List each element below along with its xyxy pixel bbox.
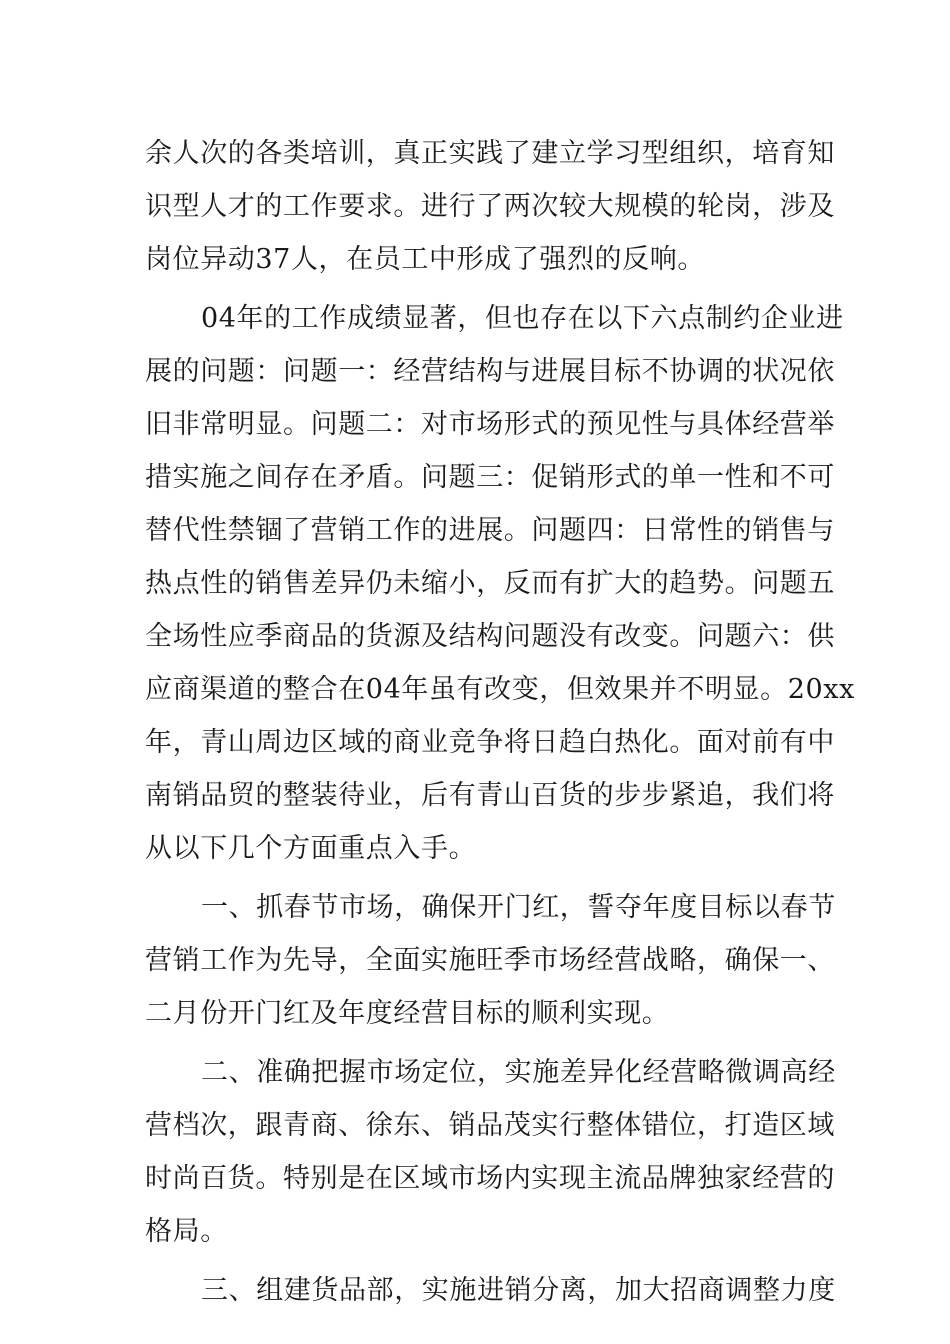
text-line: 一、抓春节市场，确保开门红，誓夺年度目标以春节 xyxy=(201,892,836,923)
text-line: 营档次，跟青商、徐东、销品茂实行整体错位，打造区域 xyxy=(145,1110,835,1141)
paragraph-spring-festival xyxy=(145,881,836,1040)
text-line: 识型人才的工作要求。进行了两次较大规模的轮岗，涉及 xyxy=(145,191,835,222)
text-line: 从以下几个方面重点入手。 xyxy=(145,833,477,864)
text-line: 二、准确把握市场定位，实施差异化经营略微调高经 xyxy=(201,1057,836,1088)
text-line: 04年的工作成绩显著，但也存在以下六点制约企业进 xyxy=(201,303,844,334)
paragraph-market-positioning xyxy=(145,1046,836,1258)
text-line: 二月份开门红及年度经营目标的顺利实现。 xyxy=(145,998,670,1029)
text-line: 措实施之间存在矛盾。问题三：促销形式的单一性和不可 xyxy=(145,462,835,493)
document-body xyxy=(145,127,855,1317)
text-line: 格局。 xyxy=(145,1216,228,1247)
text-line: 应商渠道的整合在04年虽有改变，但效果并不明显。20xx xyxy=(145,674,855,705)
text-line: 余人次的各类培训，真正实践了建立学习型组织，培育知 xyxy=(145,138,835,169)
text-line: 替代性禁锢了营销工作的进展。问题四：日常性的销售与 xyxy=(145,515,835,546)
text-line: 热点性的销售差异仍未缩小，反而有扩大的趋势。问题五 xyxy=(145,568,835,599)
text-line: 全场性应季商品的货源及结构问题没有改变。问题六：供 xyxy=(145,621,835,652)
text-line: 南销品贸的整装待业，后有青山百货的步步紧追，我们将 xyxy=(145,780,835,811)
paragraph-goods-department xyxy=(145,1264,836,1317)
text-line: 时尚百货。特别是在区域市场内实现主流品牌独家经营的 xyxy=(145,1163,835,1194)
text-line: 营销工作为先导，全面实施旺季市场经营战略，确保一、 xyxy=(145,945,835,976)
text-line: 展的问题：问题一：经营结构与进展目标不协调的状况依 xyxy=(145,356,835,387)
paragraph-problems xyxy=(145,292,855,875)
paragraph-training xyxy=(145,127,835,286)
text-line: 旧非常明显。问题二：对市场形式的预见性与具体经营举 xyxy=(145,409,835,440)
text-line: 年，青山周边区域的商业竞争将日趋白热化。面对前有中 xyxy=(145,727,835,758)
text-line: 三、组建货品部，实施进销分离，加大招商调整力度 xyxy=(201,1275,836,1306)
text-line: 岗位异动37人，在员工中形成了强烈的反响。 xyxy=(145,244,705,275)
